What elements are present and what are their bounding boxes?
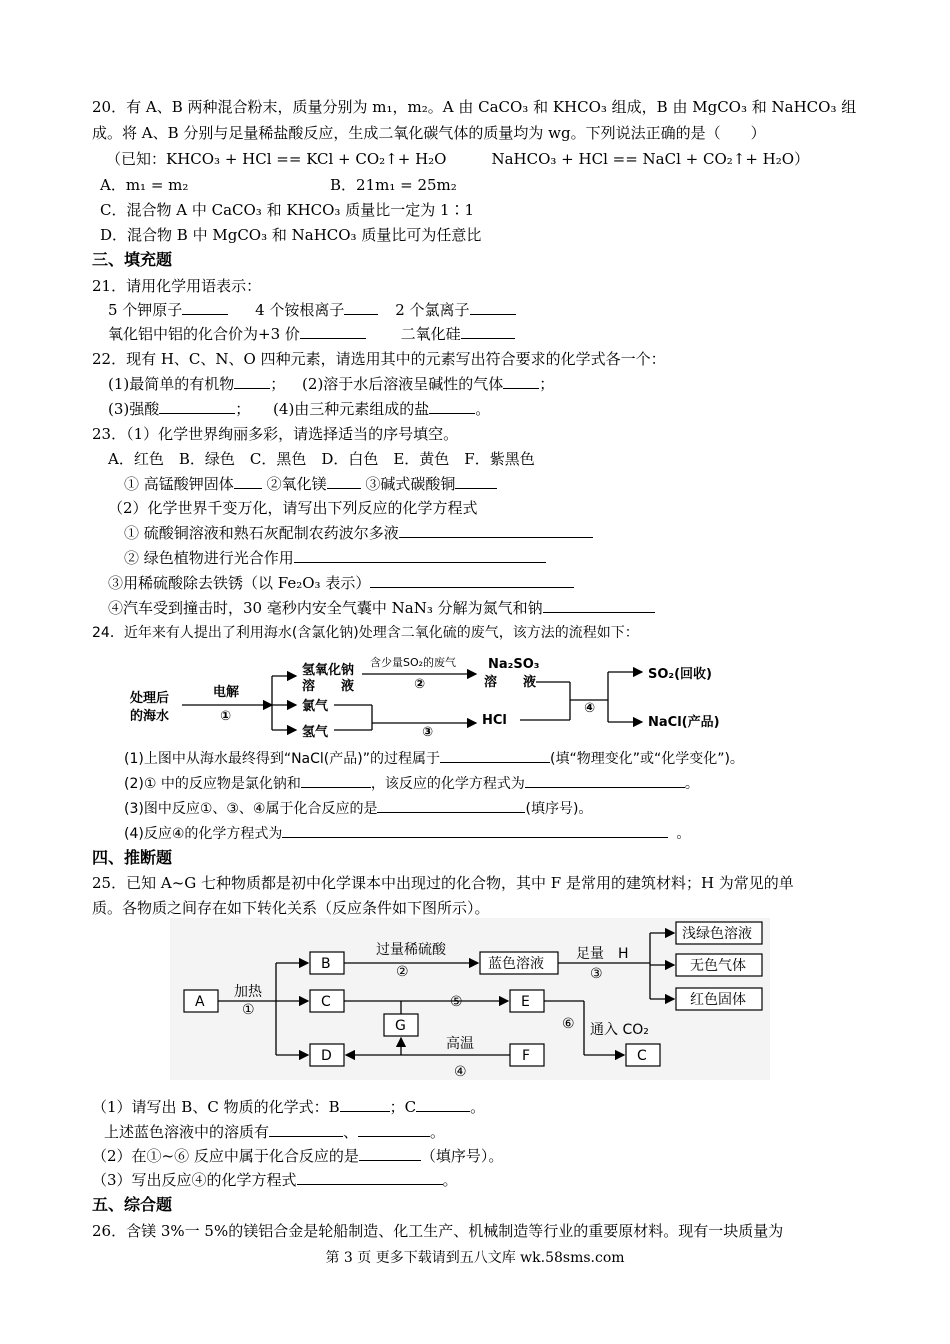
q22-row1 — [108, 374, 554, 394]
q24-p4-blank[interactable] — [282, 823, 668, 838]
q24-part1 — [124, 748, 744, 769]
q25-line1: 25．已知 A~G 七种物质都是初中化学课本中出现过的化合物，其中 F 是常用的建筑材料；H 为常见的单 — [92, 874, 794, 892]
q23-fill-2: ②氧化镁 — [266, 475, 327, 493]
q24-waste-gas-label: 含少量SO₂的废气 — [370, 656, 457, 669]
q23-options: A．红色 B．绿色 C．黑色 D．白色 E．黄色 F．紫黑色 — [108, 450, 535, 468]
q21-item-a: 5 个钾原子 — [108, 301, 183, 319]
q24-step-4: ④ — [584, 701, 596, 716]
label-acid: 过量稀硫酸 — [376, 942, 446, 958]
node-red-solid-label: 红色固体 — [690, 992, 746, 1008]
q21-stem: 21．请用化学用语表示： — [92, 277, 262, 295]
q25-p3-end: 。 — [442, 1171, 458, 1189]
q24-part2 — [124, 773, 699, 794]
q24-naoh-2: 溶 液 — [302, 679, 355, 694]
q24-stem: 24．近年来有人提出了利用海水(含氯化钠)处理含二氧化硫的废气，该方法的流程如下： — [92, 625, 639, 641]
q22-end: 。 — [475, 400, 491, 418]
section-4-heading: 四、推断题 — [92, 848, 173, 867]
q25-p1d-text: 上述蓝色溶液中的溶质有 — [104, 1123, 270, 1141]
q22-sep3: ； — [235, 400, 251, 418]
label-step-4: ④ — [454, 1064, 467, 1080]
q21-item-c: 2 个氯离子 — [395, 301, 470, 319]
q23-r3-text: ③用稀硫酸除去铁锈（以 Fe₂O₃ 表示） — [108, 574, 371, 592]
node-d-label: D — [321, 1048, 332, 1064]
node-g-label: G — [395, 1018, 406, 1034]
label-step-1: ① — [242, 1002, 255, 1018]
node-e-label: E — [521, 994, 530, 1010]
q22-part3: (3)强酸 — [108, 400, 160, 418]
q24-so2-recovered: SO₂(回收) — [648, 667, 712, 682]
q25-p3-text: （3）写出反应④的化学方程式 — [92, 1171, 297, 1189]
q23-r1-blank[interactable] — [399, 523, 593, 538]
section-5-heading: 五、综合题 — [92, 1195, 173, 1214]
q24-naoh-1: 氢氧化钠 — [302, 663, 355, 678]
q24-p2-blank-2[interactable] — [525, 773, 685, 788]
q24-flow-diagram — [130, 652, 750, 742]
q24-source-1: 处理后 — [130, 691, 170, 706]
q24-step-2: ② — [414, 677, 426, 692]
q24-part3 — [124, 798, 592, 819]
q25-part1b — [104, 1122, 445, 1142]
q21-item-d: 氧化铝中铝的化合价为+3 价 — [108, 325, 300, 343]
q24-p3-blank[interactable] — [377, 798, 525, 813]
q21-blank-a[interactable] — [182, 300, 228, 315]
section-3-heading: 三、填充题 — [92, 250, 173, 269]
q26-line1: 26．含镁 3%一 5%的镁铝合金是轮船制造、化工生产、机械制造等行业的重要原材料。现有一块质量为 — [92, 1222, 784, 1240]
q24-step-1: ① — [220, 709, 232, 724]
q24-na2so3-1: Na₂SO₃ — [488, 657, 540, 672]
q25-blank-2[interactable] — [359, 1146, 421, 1161]
q20-option-a: A．m₁ = m₂ — [100, 176, 189, 194]
q21-blank-c[interactable] — [470, 300, 516, 315]
q25-blank-solute-2[interactable] — [358, 1122, 430, 1137]
label-step-2: ② — [396, 964, 409, 980]
q21-blank-e[interactable] — [461, 324, 515, 339]
q22-part4: (4)由三种元素组成的盐 — [273, 400, 430, 418]
node-b-label: B — [321, 956, 331, 972]
q20-line1: 20．有 A、B 两种混合粉末，质量分别为 m₁，m₂。A 由 CaCO₃ 和 KHCO₃ 组成，B 由 MgCO₃ 和 NaHCO₃ 组 — [92, 98, 857, 116]
q21-blank-b[interactable] — [344, 300, 378, 315]
q24-p1-hint: (填“物理变化”或“化学变化”)。 — [549, 751, 744, 767]
q24-na2so3-2: 溶 液 — [484, 675, 537, 690]
q24-hcl: HCl — [482, 713, 507, 728]
q25-part1 — [92, 1097, 485, 1117]
label-co2: 通入 CO₂ — [590, 1022, 649, 1038]
q22-stem: 22．现有 H、C、N、O 四种元素，请选用其中的元素写出符合要求的化学式各一个： — [92, 350, 666, 368]
page-footer: 第 3 页 更多下载请到五八文库 wk.58sms.com — [325, 1250, 625, 1266]
q21-row2 — [108, 324, 515, 344]
q24-p2-text2: ，该反应的化学方程式为 — [370, 776, 525, 792]
q23-stem2: （2）化学世界千变万化，请写出下列反应的化学方程式 — [108, 499, 478, 517]
q25-blank-b[interactable] — [340, 1097, 390, 1112]
q20-line2: 成。将 A、B 分别与足量稀盐酸反应，生成二氧化碳气体的质量均为 wg。下列说法正确的是（ ） — [92, 124, 766, 142]
q25-p1-end: 。 — [470, 1098, 486, 1116]
q25-p1-sep: 、 — [343, 1123, 359, 1141]
q21-blank-d[interactable] — [300, 324, 366, 339]
label-step-6: ⑥ — [562, 1016, 575, 1032]
q24-source-2: 的海水 — [130, 709, 170, 724]
q24-p2-end: 。 — [684, 776, 699, 792]
node-c-label: C — [321, 994, 331, 1010]
q24-part4 — [124, 823, 690, 844]
q23-fill-1: ① 高锰酸钾固体 — [124, 475, 234, 493]
node-green-solution-label: 浅绿色溶液 — [682, 926, 752, 942]
label-high-temp: 高温 — [446, 1036, 474, 1052]
q22-sep2: ； — [539, 375, 555, 393]
q23-r4-blank[interactable] — [543, 598, 655, 613]
q25-blank-solute-1[interactable] — [269, 1122, 343, 1137]
q25-part2 — [92, 1146, 503, 1166]
node-colorless-gas-label: 无色气体 — [690, 958, 746, 974]
q23-blank-3[interactable] — [455, 474, 497, 489]
q24-p3-text: (3)图中反应①、③、④属于化合反应的是 — [124, 801, 378, 817]
q24-p3-hint: (填序号)。 — [525, 801, 593, 817]
q24-nacl-product: NaCl(产品) — [648, 715, 720, 730]
q25-line2: 质。各物质之间存在如下转化关系（反应条件如下图所示）。 — [92, 899, 490, 917]
q20-option-c: C．混合物 A 中 CaCO₃ 和 KHCO₃ 质量比一定为 1∶1 — [100, 201, 475, 219]
node-c2-label: C — [637, 1048, 647, 1064]
q24-chlorine: 氯气 — [302, 699, 329, 714]
q25-p1-c: ；C — [389, 1098, 417, 1116]
q23-r2-blank[interactable] — [294, 548, 546, 563]
q23-fill-3: ③碱式碳酸铜 — [365, 475, 456, 493]
q22-row2 — [108, 399, 490, 419]
q24-p4-text: (4)反应④的化学方程式为 — [124, 826, 283, 842]
q22-blank-3[interactable] — [159, 399, 235, 414]
q20-option-d: D．混合物 B 中 MgCO₃ 和 NaHCO₃ 质量比可为任意比 — [100, 226, 482, 244]
q23-r2-text: ② 绿色植物进行光合作用 — [124, 549, 294, 567]
q21-row1 — [108, 300, 516, 320]
q23-blank-1[interactable] — [234, 474, 262, 489]
q25-part3 — [92, 1170, 458, 1190]
q25-transform-diagram — [170, 918, 770, 1080]
q23-reaction-1 — [124, 523, 593, 543]
q23-reaction-4 — [108, 598, 655, 618]
q20-given: （已知：KHCO₃ + HCl == KCl + CO₂↑+ H₂O NaHCO₃ + HCl == NaCl + CO₂↑+ H₂O） — [106, 150, 810, 168]
q22-part2: (2)溶于水后溶液呈碱性的气体 — [302, 375, 504, 393]
q22-part1: (1)最简单的有机物 — [108, 375, 235, 393]
q25-p1f-end: 。 — [430, 1123, 446, 1141]
q23-blank-2[interactable] — [327, 474, 361, 489]
q25-p2-hint: （填序号）。 — [420, 1147, 504, 1165]
q24-hydrogen: 氢气 — [302, 725, 329, 740]
q20-option-b: B．21m₁ = 25m₂ — [330, 176, 457, 194]
q21-item-b: 4 个铵根离子 — [255, 301, 345, 319]
q24-p2-text: (2)① 中的反应物是氯化钠和 — [124, 776, 301, 792]
q23-r3-blank[interactable] — [370, 573, 574, 588]
q23-fill-row — [124, 474, 497, 494]
q23-stem: 23．（1）化学世界绚丽多彩，请选择适当的序号填空。 — [92, 425, 459, 443]
node-blue-solution-label: 蓝色溶液 — [488, 956, 544, 972]
node-a-label: A — [195, 994, 205, 1010]
q25-p2-text: （2）在①~⑥ 反应中属于化合反应的是 — [92, 1147, 359, 1165]
q22-blank-1[interactable] — [234, 374, 270, 389]
node-f-label: F — [522, 1048, 531, 1064]
q24-electrolysis-label: 电解 — [213, 685, 240, 700]
q24-p4-end: 。 — [676, 826, 691, 842]
q24-step-3: ③ — [422, 725, 434, 740]
label-excess-h: 足量 H — [576, 946, 629, 962]
q25-p1-text: （1）请写出 B、C 物质的化学式：B — [92, 1098, 340, 1116]
q24-p2-blank-1[interactable] — [301, 773, 371, 788]
label-heat: 加热 — [234, 984, 262, 1000]
label-step-5: ⑤ — [450, 994, 463, 1010]
q21-item-e: 二氧化硅 — [400, 325, 461, 343]
q25-blank-3[interactable] — [297, 1170, 443, 1185]
q24-p1-text: (1)上图中从海水最终得到“NaCl(产品)”的过程属于 — [124, 751, 440, 767]
q23-reaction-2 — [124, 548, 546, 568]
q23-reaction-3 — [108, 573, 574, 593]
q23-r1-text: ① 硫酸铜溶液和熟石灰配制农药波尔多液 — [124, 524, 399, 542]
q22-blank-2[interactable] — [503, 374, 539, 389]
q23-r4-text: ④汽车受到撞击时，30 毫秒内安全气囊中 NaN₃ 分解为氮气和钠 — [108, 599, 543, 617]
q25-blank-c[interactable] — [416, 1097, 470, 1112]
label-step-3: ③ — [590, 966, 603, 982]
q22-sep1: ； — [270, 375, 286, 393]
q22-blank-4[interactable] — [429, 399, 475, 414]
q24-p1-blank[interactable] — [440, 748, 550, 763]
